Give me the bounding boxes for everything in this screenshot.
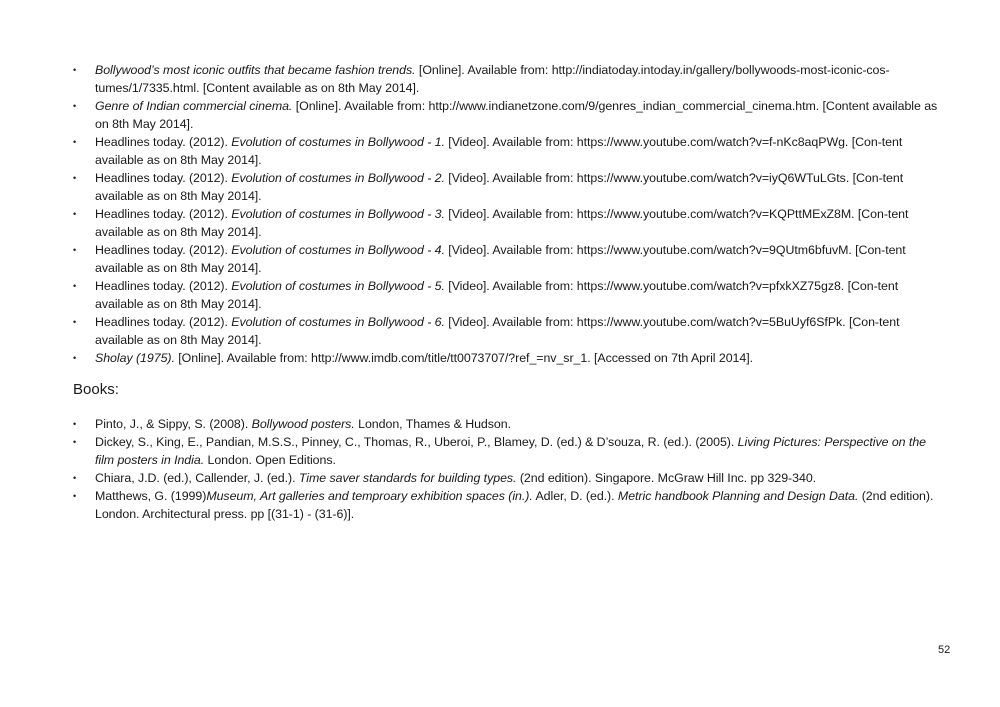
reference-title: Bollywood’s most iconic outfits that became fashion trends. [95, 63, 416, 77]
reference-text: [Video]. Available from: https://www.youtube.com/watch?v=5BuUyf6SfPk. [Con-tent available as on 8th May 2014]. [95, 315, 900, 347]
reference-text: (2nd edition). London. Architectural press. pp [(31-1) - (31-6)]. [95, 489, 934, 521]
reference-text: [Video]. Available from: https://www.youtube.com/watch?v=9QUtm6bfuvM. [Con-tent available as on 8th May 2014]. [95, 243, 906, 275]
book-references-list [72, 415, 944, 523]
reference-text: Headlines today. (2012). [95, 315, 232, 329]
reference-item [72, 61, 944, 97]
reference-text: [Video]. Available from: https://www.youtube.com/watch?v=iyQ6WTuLGts. [Con-tent available as on 8th May 2014]. [95, 171, 904, 203]
reference-title: Sholay (1975). [95, 351, 175, 365]
reference-text: Headlines today. (2012). [95, 207, 232, 221]
reference-text: [Video]. Available from: https://www.youtube.com/watch?v=pfxkXZ75gz8. [Con-tent available as on 8th May 2014]. [95, 279, 899, 311]
reference-item [72, 433, 944, 469]
reference-text: Adler, D. (ed.). [532, 489, 618, 503]
reference-item [72, 277, 944, 313]
reference-item [72, 205, 944, 241]
reference-text: Matthews, G. (1999) [95, 489, 207, 503]
reference-text: London, Thames & Hudson. [354, 417, 511, 431]
reference-title: Museum, Art galleries and temproary exhibition spaces (in.). [206, 489, 533, 503]
reference-text: London. Open Editions. [204, 453, 336, 467]
reference-title: Evolution of costumes in Bollywood - 3. [231, 207, 445, 221]
reference-title: Evolution of costumes in Bollywood - 1. [231, 135, 445, 149]
books-heading: Books: [73, 381, 119, 398]
reference-title: Time saver standards for building types. [298, 471, 517, 485]
reference-text: [Video]. Available from: https://www.youtube.com/watch?v=KQPttMExZ8M. [Con-tent available as on 8th May 2014]. [95, 207, 909, 239]
reference-text: [Online]. Available from: http://www.indianetzone.com/9/genres_indian_commercial_cinema.htm. [Content available as on 8th May 2014]. [95, 99, 938, 131]
reference-text: Chiara, J.D. (ed.), Callender, J. (ed.). [95, 471, 299, 485]
reference-item [72, 313, 944, 349]
reference-text: Headlines today. (2012). [95, 279, 232, 293]
reference-title: Bollywood posters. [251, 417, 355, 431]
reference-text: Dickey, S., King, E., Pandian, M.S.S., Pinney, C., Thomas, R., Uberoi, P., Blamey, D. (ed.) & D’souza, R. (ed.). (2005). [95, 435, 738, 449]
reference-title: Evolution of costumes in Bollywood - 4. [231, 243, 445, 257]
reference-text: Headlines today. (2012). [95, 243, 232, 257]
reference-item [72, 133, 944, 169]
page-number: 52 [938, 644, 951, 656]
reference-text: Headlines today. (2012). [95, 171, 232, 185]
reference-item [72, 469, 944, 487]
reference-text: Headlines today. (2012). [95, 135, 232, 149]
online-references-list [72, 61, 944, 367]
reference-item [72, 415, 944, 433]
reference-title: Evolution of costumes in Bollywood - 2. [231, 171, 445, 185]
reference-title: Evolution of costumes in Bollywood - 6. [231, 315, 445, 329]
reference-item [72, 97, 944, 133]
reference-item [72, 169, 944, 205]
reference-title: Living Pictures: Perspective on the film posters in India. [95, 435, 926, 467]
reference-title: Genre of Indian commercial cinema. [95, 99, 293, 113]
reference-text: [Online]. Available from: http://www.imdb.com/title/tt0073707/?ref_=nv_sr_1. [Accessed on 7th April 2014]. [174, 351, 754, 365]
reference-title: Evolution of costumes in Bollywood - 5. [231, 279, 445, 293]
reference-text: [Online]. Available from: http://indiatoday.intoday.in/gallery/bollywoods-most-iconic-cos-tumes/1/7335.html. [Content available as on 8th May 2014]. [95, 63, 890, 95]
reference-item [72, 241, 944, 277]
reference-text: Pinto, J., & Sippy, S. (2008). [95, 417, 252, 431]
reference-text: (2nd edition). Singapore. McGraw Hill Inc. pp 329-340. [516, 471, 817, 485]
reference-text: [Video]. Available from: https://www.youtube.com/watch?v=f-nKc8aqPWg. [Con-tent available as on 8th May 2014]. [95, 135, 903, 167]
reference-item [72, 487, 944, 523]
reference-title: Metric handbook Planning and Design Data. [617, 489, 859, 503]
reference-item [72, 349, 944, 367]
